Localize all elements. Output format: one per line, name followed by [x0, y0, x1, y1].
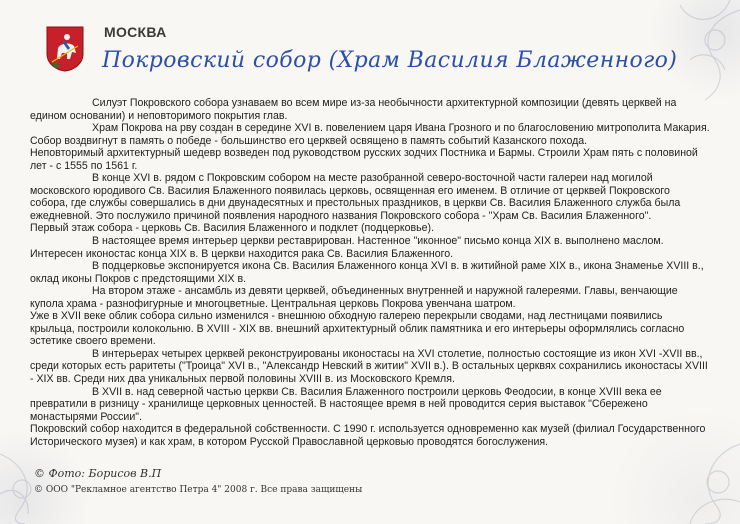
photo-credit: © Фото: Борисов В.П [34, 467, 162, 480]
moscow-coat-of-arms-icon [46, 26, 84, 72]
paragraph: В конце XVI в. рядом с Покровским собором на месте разобранной северо-восточной части галереи над могилой московского юродивого Св. Василия Блаженного появилась церковь, освященная его именем. В отличие от церквей Покровского собора, где службы совершались в дни двунадесятных и престольных праздников, в церкви Св. Василия Блаженного служба была ежедневной. Это послужило причиной появления народного названия Покровского собора - "Храм Св. Василия Блаженного". [30, 172, 681, 222]
city-label: МОСКВА [104, 24, 167, 40]
paragraph: Собор воздвигнут в память о победе - большинство его церквей освящено в память событий Казанского похода. [30, 134, 588, 147]
copyright-notice: © ООО "Рекламное агентство Петра 4" 2008 г. Все права защищены [34, 485, 363, 495]
paragraph: Неповторимый архитектурный шедевр возведен под руководством русских зодчих Постника и Бармы. Строили Храм пять с половиной лет - с 1555 по 1561 г. [30, 147, 698, 172]
paragraph: В настоящее время интерьер церкви реставрирован. Настенное "иконное" письмо конца XIX в. выполнено маслом. Интересен иконостас конца XIX в. В церкви находится рака Св. Василия Блаженного. [30, 235, 664, 260]
paragraph: Храм Покрова на рву создан в середине XVI в. повелением царя Ивана Грозного и по благословению митрополита Макария. [92, 122, 710, 135]
credits [34, 467, 362, 495]
page-title: Покровский собор (Храм Василия Блаженного) [102, 48, 678, 73]
paragraph: Уже в XVII веке облик собора сильно изменился - внешнюю обходную галерею перекрыли сводами, над лестницами появились крыльца, построили колокольню. В XVIII - XIX вв. внешний архитектурный облик памятника и его интерьеры оформлялись согласно эстетике своего времени. [30, 310, 685, 348]
paragraph: Силуэт Покровского собора узнаваем во всем мире из-за необычности архитектурной композиции (девять церквей на едином основании) и неповторимого покрытия глав. [30, 97, 677, 122]
paragraph: На втором этаже - ансамбль из девяти церквей, объединенных внутренней и наружной галереями. Главы, венчающие купола храма - разнофигурные и многоцветные. Центральная церковь Покрова увенчана шатром. [30, 285, 678, 310]
paragraph: Первый этаж собора - церковь Св. Василия Блаженного и подклет (подцерковье). [30, 222, 435, 235]
header [46, 18, 706, 88]
article-body [30, 97, 710, 448]
paragraph: В интерьерах четырех церквей реконструированы иконостасы на XVI столетие, полностью состоящие из икон XVI -XVII вв., среди которых есть раритеты ("Троица" XVI в., "Александр Невский в житии" XVII в.). В остальных церквях сохранились иконостасы XVIII - XIX вв. Среди них два уникальных первой половины XVIII в. из Московского Кремля. [30, 347, 708, 386]
paragraph: Покровский собор находится в федеральной собственности. С 1990 г. используется одновременно как музей (филиал Государственного Исторического музея) и как храм, в котором Русской Православной церковью проводятся богослужения. [30, 423, 706, 448]
paragraph: В XVII в. над северной частью церкви Св. Василия Блаженного построили церковь Феодосии, в конце XVIII века ее превратили в ризницу - хранилище церковных ценностей. В настоящее время в ней проводится серия выставок "Сбережено монастырями России". [30, 385, 662, 423]
paragraph: В подцерковье экспонируется икона Св. Василия Блаженного конца XVI в. в житийной раме XIX в., икона Знаменье XVIII в., оклад иконы Покров с предстоящими XIX в. [30, 260, 704, 285]
